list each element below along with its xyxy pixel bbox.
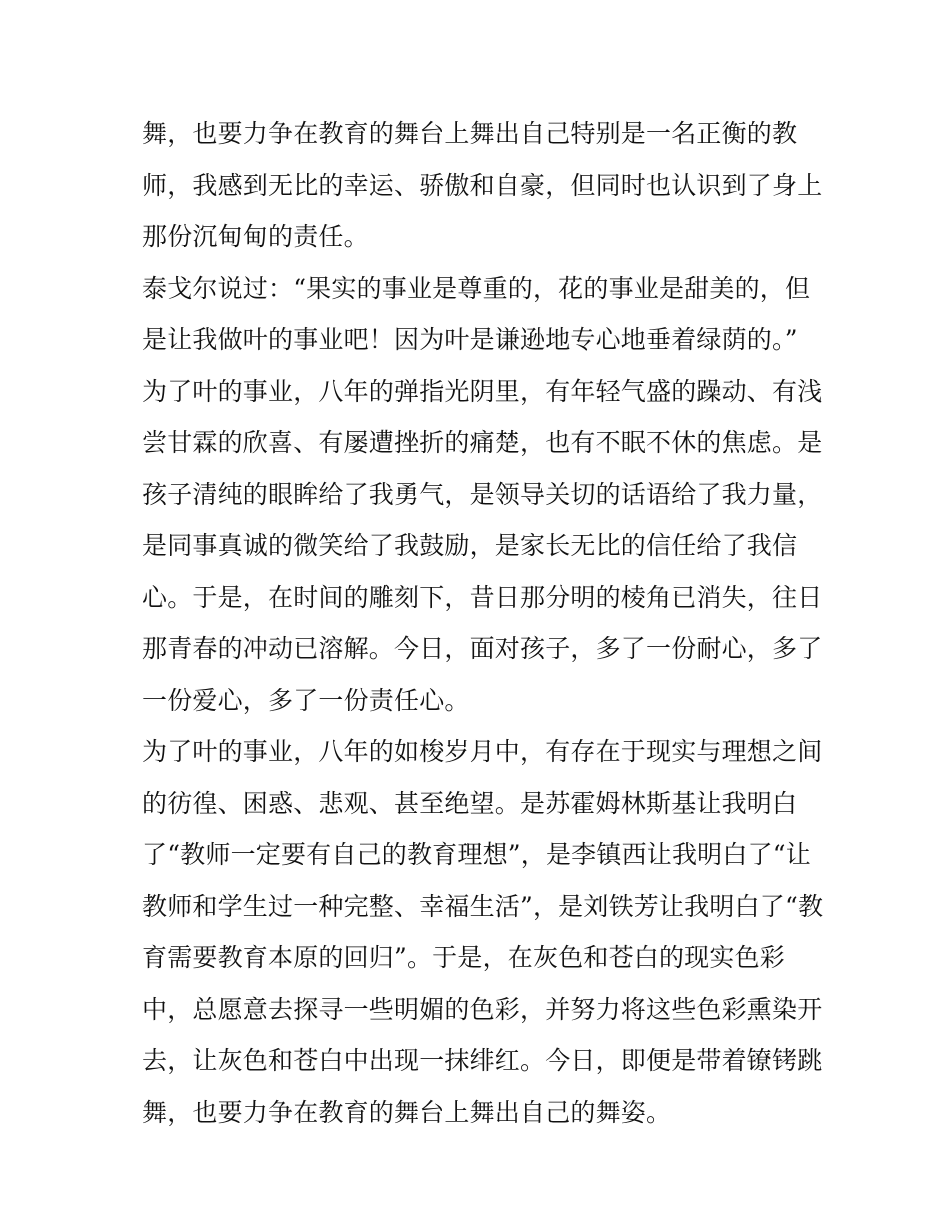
text-line: 为了叶的事业，八年的弹指光阴里，有年轻气盛的躁动、有浅: [142, 376, 823, 406]
text-line: 舞，也要力争在教育的舞台上舞出自己特别是一名正衡的教: [142, 119, 798, 148]
text-line: 是让我做叶的事业吧！因为叶是谦逊地专心地垂着绿荫的。”: [142, 325, 798, 354]
text-line: 尝甘霖的欣喜、有屡遭挫折的痛楚，也有不眠不休的焦虑。是: [142, 428, 823, 457]
text-line: 的彷徨、困惑、悲观、甚至绝望。是苏霍姆林斯基让我明白: [142, 788, 798, 818]
text-line: 了“教师一定要有自己的教育理想”，是李镇西让我明白了“让: [142, 840, 811, 869]
text-line: 那青春的冲动已溶解。今日，面对孩子，多了一份耐心，多了: [142, 634, 823, 663]
text-line: 去，让灰色和苍白中出现一抹绯红。今日，即便是带着镣铐跳: [142, 1046, 823, 1075]
text-line: 一份爱心，多了一份责任心。: [142, 685, 470, 715]
text-line: 教师和学生过一种完整、幸福生活”，是刘铁芳让我明白了“教: [142, 891, 824, 921]
text-line: 泰戈尔说过：“果实的事业是尊重的，花的事业是甜美的，但: [142, 273, 811, 303]
body-text: [142, 108, 822, 1138]
text-line: 那份沉甸甸的责任。: [142, 222, 369, 251]
text-line: 是同事真诚的微笑给了我鼓励，是家长无比的信任给了我信: [142, 531, 798, 560]
text-line: 育需要教育本原的回归”。于是，在灰色和苍白的现实色彩: [142, 943, 785, 972]
text-line: 师，我感到无比的幸运、骄傲和自豪，但同时也认识到了身上: [142, 170, 823, 200]
text-line: 孩子清纯的眼眸给了我勇气，是领导关切的话语给了我力量，: [142, 479, 823, 509]
text-line: 中，总愿意去探寻一些明媚的色彩，并努力将这些色彩熏染开: [142, 994, 823, 1024]
text-line: 为了叶的事业，八年的如梭岁月中，有存在于现实与理想之间: [142, 737, 823, 766]
text-line: 心。于是，在时间的雕刻下，昔日那分明的棱角已消失，往日: [142, 582, 823, 612]
text-line: 舞，也要力争在教育的舞台上舞出自己的舞姿。: [142, 1097, 672, 1127]
